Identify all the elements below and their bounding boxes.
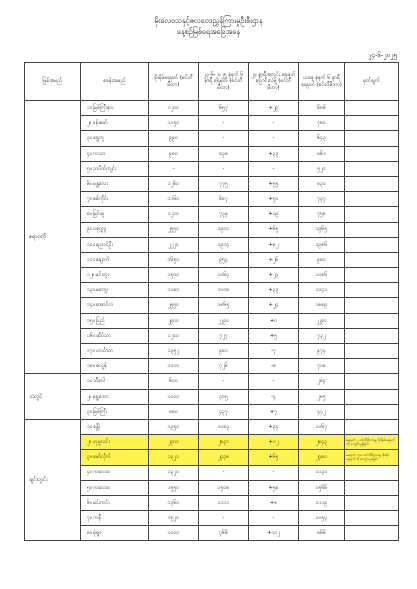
danger-level-cell: ၂၃၀၀ <box>149 435 199 450</box>
remark-cell <box>345 526 399 541</box>
station-cell: ၁။ မြစ်ကြီးနား <box>81 101 149 116</box>
col-header-river: မြစ်အမည် <box>25 63 81 101</box>
danger-level-cell: ၉၈၀ <box>149 146 199 161</box>
change-cell: +၂၃ <box>249 268 299 283</box>
previous-level-cell: ၂၈၃၁ <box>199 435 249 450</box>
previous-level-cell: ၃၀၅ <box>199 389 249 404</box>
station-cell: ၁၀။ ညောင်ဦး <box>81 237 149 252</box>
table-row <box>25 435 399 450</box>
remark-cell <box>345 298 399 313</box>
table-row <box>25 116 399 131</box>
report-date: ၂၄-၆-၂၀၂၅ <box>368 51 397 59</box>
report-title: မိုးလေဝသနှင့်ဇလဗေဒညွှန်ကြားမှုဦးစီးဌာန <box>154 16 263 25</box>
previous-level-cell: ၇၃၉ <box>199 207 249 222</box>
today-level-cell: ၁၁၃၀ <box>299 465 345 480</box>
danger-level-cell: ၁၃၆၀ <box>149 495 199 510</box>
station-cell: ၇။ ကနီ <box>81 511 149 526</box>
previous-level-cell: ၉၅၄ <box>199 252 249 267</box>
station-cell: ၄။ ကလေးဝ <box>81 465 149 480</box>
table-row <box>25 192 399 207</box>
table-row <box>25 359 399 374</box>
remark-cell <box>345 374 399 389</box>
station-cell: ၄။ ကသာ <box>81 146 149 161</box>
station-cell: ၂။ ဟုမ္မလင်း <box>81 435 149 450</box>
change-cell: +၃၃ <box>249 146 299 161</box>
remark-cell <box>345 328 399 343</box>
station-cell: ၁၇။ ဟင်္သာတ <box>81 344 149 359</box>
today-level-cell: ၇၈၀ <box>299 116 345 131</box>
previous-level-cell: ၁၉၁၄ <box>199 237 249 252</box>
danger-level-cell: ၁၀၁၀ <box>149 359 199 374</box>
danger-level-cell: ၁၂၁၀ <box>149 207 199 222</box>
danger-level-cell: ၁၂၀၀ <box>149 101 199 116</box>
today-level-cell: ၂၂၉၀ <box>299 313 345 328</box>
table-row <box>25 207 399 222</box>
danger-level-cell: ၂၅၅၀ <box>149 298 199 313</box>
remark-cell <box>345 146 399 161</box>
river-name-cell: ဧရာဝတီ <box>25 101 81 374</box>
today-level-cell: ၁၅၆၆ <box>299 480 345 495</box>
danger-level-cell: ၂၅၅၀ <box>149 222 199 237</box>
today-level-cell: ၇၁၈ <box>299 359 345 374</box>
change-cell: - <box>249 511 299 526</box>
today-level-cell: ၁၀၄၁ <box>299 283 345 298</box>
danger-level-cell: ၉၉၀ <box>149 131 199 146</box>
previous-level-cell: ၇၂၇ <box>199 328 249 343</box>
remark-cell <box>345 222 399 237</box>
table-row <box>25 252 399 267</box>
today-level-cell: ၆၄၃ <box>299 131 345 146</box>
previous-level-cell: ၈၃၈ <box>199 146 249 161</box>
previous-level-cell: ၁၀၀၈ <box>199 283 249 298</box>
remark-cell: ရေမှတ် ၂ စင်တီမီတာမျှ စိုးရိမ်ရေမှတ်ကို ကျော်လွန်ခြင်း <box>345 435 399 450</box>
change-cell: - <box>249 465 299 480</box>
table-row <box>25 344 399 359</box>
table-row <box>25 450 399 465</box>
change-cell: - <box>249 161 299 176</box>
remark-cell <box>345 237 399 252</box>
table-row <box>25 131 399 146</box>
previous-level-cell: ၆၈၇ <box>199 192 249 207</box>
remark-cell <box>345 116 399 131</box>
remark-cell <box>345 283 399 298</box>
previous-level-cell: - <box>199 374 249 389</box>
today-level-cell: ၁၉၈၆ <box>299 237 345 252</box>
today-level-cell: ၁၉၆၅ <box>299 222 345 237</box>
station-cell: ၁၂။ မင်းဘူး <box>81 268 149 283</box>
table-row <box>25 176 399 191</box>
danger-level-cell: ၁၅၅၀ <box>149 480 199 495</box>
today-level-cell: ၈၆၁ <box>299 146 345 161</box>
station-cell: ၆။ မင်းကင်း <box>81 495 149 510</box>
change-cell: +၁၀၂ <box>249 526 299 541</box>
station-cell: ၁၄။ အောင်လံ <box>81 298 149 313</box>
danger-level-cell: ၁၃၅၀ <box>149 419 199 434</box>
station-cell: ၂။ ဗန်းမော် <box>81 116 149 131</box>
remark-cell <box>345 313 399 328</box>
remark-cell <box>345 419 399 434</box>
remark-cell <box>345 511 399 526</box>
previous-level-cell: ၂၄၃၈ <box>199 450 249 465</box>
remark-cell <box>345 161 399 176</box>
change-cell: +၁၉ <box>249 207 299 222</box>
previous-level-cell: ၁၁၁၁ <box>199 495 249 510</box>
today-level-cell: ၈၆၆ <box>299 526 345 541</box>
station-cell: ၂။ ရွှေဘော <box>81 389 149 404</box>
previous-level-cell: - <box>199 116 249 131</box>
river-level-table <box>24 62 399 541</box>
today-level-cell: ၁၁၁၉ <box>299 495 345 510</box>
today-level-cell: ၈၃၀ <box>299 176 345 191</box>
remark-cell <box>345 252 399 267</box>
today-level-cell: ၉၇၄ <box>299 344 345 359</box>
danger-level-cell: ၁၁၆၀ <box>149 192 199 207</box>
change-cell: +၂၆ <box>249 252 299 267</box>
change-cell: -၈ <box>249 359 299 374</box>
remark-cell <box>345 268 399 283</box>
previous-level-cell: ၁၈၆၅ <box>199 298 249 313</box>
change-cell: +၂၉ <box>249 101 299 116</box>
table-row <box>25 146 399 161</box>
change-cell: +၆၅ <box>249 450 299 465</box>
remark-cell <box>345 344 399 359</box>
previous-level-cell: ၁၀၈၃ <box>199 419 249 434</box>
danger-level-cell: ၁၂၀၀ <box>149 328 199 343</box>
change-cell: +၅ <box>249 328 299 343</box>
today-level-cell: ၁၀၈၆ <box>299 268 345 283</box>
river-name-cell: သံလွင် <box>25 374 81 420</box>
table-row <box>25 495 399 510</box>
table-row <box>25 222 399 237</box>
station-cell: ၁၃။ မကွေး <box>81 283 149 298</box>
change-cell: +၅၈ <box>249 480 299 495</box>
previous-level-cell: ၂၂၉၀ <box>199 313 249 328</box>
danger-level-cell: ၁၂၆၀ <box>149 176 199 191</box>
remark-cell <box>345 389 399 404</box>
table-row <box>25 526 399 541</box>
col-header-change: ၂၄ နာရီအတွင်း ရေမှတ်ပြောင်းလဲမှု (စင်တီမီတာ) <box>249 63 299 101</box>
river-name-cell: ချင်းတွင်း <box>25 419 81 541</box>
station-cell: ၃။ ရွှေကူ <box>81 131 149 146</box>
danger-level-cell: ၈၈၀ <box>149 404 199 419</box>
station-cell: ၇။ စစ်ကိုင်း <box>81 192 149 207</box>
station-cell: ၅။ သပိတ်ကျင်း <box>81 161 149 176</box>
previous-level-cell: ၇၆၆ <box>199 526 249 541</box>
col-header-remark: မှတ်ချက် <box>345 63 399 101</box>
change-cell: - <box>249 374 299 389</box>
remark-cell <box>345 192 399 207</box>
remark-cell <box>345 131 399 146</box>
table-row <box>25 161 399 176</box>
previous-level-cell: ၆၅၇ <box>199 101 249 116</box>
danger-level-cell: ၆၀၀ <box>149 374 199 389</box>
station-cell: ၁၅။ ပြည် <box>81 313 149 328</box>
today-level-cell: ၂၄၈၀ <box>299 450 345 465</box>
remark-cell <box>345 101 399 116</box>
table-header-row <box>25 63 399 101</box>
danger-level-cell: ၁၀၀၀ <box>149 526 199 541</box>
previous-level-cell: ၄၃၇ <box>199 404 249 419</box>
previous-level-cell: - <box>199 465 249 480</box>
table-row <box>25 268 399 283</box>
remark-cell <box>345 176 399 191</box>
change-cell: -၇ <box>249 344 299 359</box>
danger-level-cell: ၁၃၂၁ <box>149 450 199 465</box>
station-cell: ၅။ ကလေးဝ <box>81 480 149 495</box>
table-row <box>25 374 399 389</box>
station-cell: ၁၁။ ချောက် <box>81 252 149 267</box>
station-cell: ၆။ မန္တလေး <box>81 176 149 191</box>
change-cell: +၀ <box>249 313 299 328</box>
table-row <box>25 101 399 116</box>
today-level-cell: ၇၅၈ <box>299 207 345 222</box>
danger-level-cell: ၁၁၈၀ <box>149 283 199 298</box>
danger-level-cell: ၂၉၀၀ <box>149 313 199 328</box>
remark-cell <box>345 207 399 222</box>
table-row <box>25 313 399 328</box>
danger-level-cell: ၂၂၂၀ <box>149 237 199 252</box>
today-level-cell: ၉၈၀ <box>299 252 345 267</box>
today-level-cell: ၁၈၈၉ <box>299 298 345 313</box>
today-level-cell: ၆၈၆ <box>299 101 345 116</box>
report-subtitle: နေ့စဉ်မြစ်ရေအခြေအနေ <box>176 27 241 36</box>
remark-cell: ရေမှတ် ၁၃၀ စင်တီမီတာမျှ စိုးရိမ်ရေမှတ်ကို ကျော်လွန်ခြင်း <box>345 450 399 465</box>
table-row <box>25 419 399 434</box>
danger-level-cell: - <box>149 161 199 176</box>
danger-level-cell: ၁၃၅၂ <box>149 344 199 359</box>
today-level-cell: ၇၃၂ <box>299 328 345 343</box>
danger-level-cell: ၁၁၅၀ <box>149 116 199 131</box>
table-row <box>25 480 399 495</box>
table-row <box>25 465 399 480</box>
change-cell: +၅၅ <box>249 176 299 191</box>
previous-level-cell: ၉၈၁ <box>199 344 249 359</box>
change-cell: +၂၄ <box>249 298 299 313</box>
today-level-cell: ၂၈၅ <box>299 389 345 404</box>
station-cell: ၁။ သီပေါ <box>81 374 149 389</box>
today-level-cell: ၁၀၆၇ <box>299 419 345 434</box>
col-header-station: စခန်းအမည် <box>81 63 149 101</box>
station-cell: ၁။ ခန္တီး <box>81 419 149 434</box>
remark-cell <box>345 359 399 374</box>
change-cell: - <box>249 116 299 131</box>
station-cell: ၁၆။ ဆိပ်သာ <box>81 328 149 343</box>
remark-cell <box>345 465 399 480</box>
today-level-cell: ၂၈၄၃ <box>299 435 345 450</box>
station-cell: ၃။ မော်လိုက် <box>81 450 149 465</box>
previous-level-cell: ၇၂၆ <box>199 359 249 374</box>
previous-level-cell: ၁၅၀၈ <box>199 480 249 495</box>
today-level-cell: ၂၈၃ <box>299 374 345 389</box>
table-row <box>25 298 399 313</box>
today-level-cell: ၁၀၅၃ <box>299 511 345 526</box>
table-row <box>25 511 399 526</box>
previous-level-cell: - <box>199 161 249 176</box>
remark-cell <box>345 480 399 495</box>
previous-level-cell: - <box>199 131 249 146</box>
previous-level-cell: ၁၀၆၄ <box>199 268 249 283</box>
col-header-previous-level: ၂၃-၆-၂၀၂၅ နံနက် ၆ နာရီ ရေမှတ် (စင်တီမီတာ) <box>199 63 249 101</box>
station-cell: ၈။ မြင်းမူ <box>81 207 149 222</box>
danger-level-cell: ၁၆၅၀ <box>149 252 199 267</box>
change-cell: -၄ <box>249 389 299 404</box>
station-cell: ၉။ ပခုက္ကူ <box>81 222 149 237</box>
danger-level-cell: ၁၅၂၀ <box>149 511 199 526</box>
change-cell: +၈ <box>249 495 299 510</box>
change-cell: +၃၄ <box>249 419 299 434</box>
station-cell: ၈။ မုံရွာ <box>81 526 149 541</box>
station-cell: ၃။ မြစ်ကြီး <box>81 404 149 419</box>
remark-cell <box>345 404 399 419</box>
change-cell: - <box>249 131 299 146</box>
table-row <box>25 328 399 343</box>
danger-level-cell: ၁၀၀၀ <box>149 389 199 404</box>
change-cell: +၆၅ <box>249 222 299 237</box>
change-cell: +၁၂ <box>249 435 299 450</box>
table-row <box>25 389 399 404</box>
table-row <box>25 237 399 252</box>
change-cell: +၇ <box>249 404 299 419</box>
change-cell: +၈၂ <box>249 237 299 252</box>
today-level-cell: ၅၂၁ <box>299 161 345 176</box>
change-cell: +၅၀ <box>249 192 299 207</box>
today-level-cell: ၇၃၇ <box>299 192 345 207</box>
previous-level-cell: ၇၇၅ <box>199 176 249 191</box>
previous-level-cell: - <box>199 511 249 526</box>
station-cell: ၁၈။ ဇလွန် <box>81 359 149 374</box>
table-row <box>25 283 399 298</box>
col-header-danger-level: စိုးရိမ်ရေမှတ် (စင်တီမီတာ) <box>149 63 199 101</box>
today-level-cell: ၄၄၂ <box>299 404 345 419</box>
previous-level-cell: ၁၉၀၀ <box>199 222 249 237</box>
danger-level-cell: ၁၅၀၀ <box>149 268 199 283</box>
table-body <box>25 101 399 541</box>
col-header-today-level: ယနေ့ နံနက် ၆ နာရီ ရေမှတ် (စင်တီမီတာ) <box>299 63 345 101</box>
remark-cell <box>345 495 399 510</box>
table-row <box>25 404 399 419</box>
change-cell: +၃၃ <box>249 283 299 298</box>
danger-level-cell: ၁၃၂၀ <box>149 465 199 480</box>
